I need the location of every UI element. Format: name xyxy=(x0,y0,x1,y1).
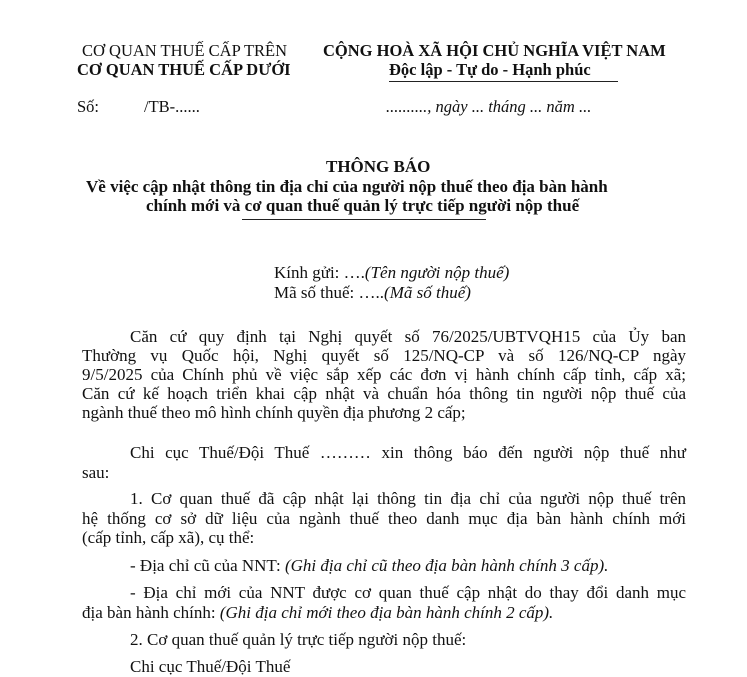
notice-line-1: Chi cục Thuế/Đội Thuế ……… xin thông báo đến người nộp thuế như xyxy=(130,443,686,462)
new-address-line-2 xyxy=(82,603,553,623)
new-address-note: (Ghi địa chỉ mới theo địa bàn hành chính 2 cấp). xyxy=(219,603,554,622)
old-address-note: (Ghi địa chỉ cũ theo địa bàn hành chính 3 cấp). xyxy=(284,556,609,575)
new-address-line-1: - Địa chỉ mới của NNT được cơ quan thuế cập nhật do thay đổi danh mục xyxy=(130,583,686,602)
item2-line: 2. Cơ quan thuế quản lý trực tiếp người nộp thuế: xyxy=(130,630,467,649)
motto-underline xyxy=(389,81,618,82)
title-underline xyxy=(242,219,486,220)
tax-code-label: Mã số thuế: ….. xyxy=(274,283,385,302)
basis-line-1: Căn cứ quy định tại Nghị quyết số 76/2025/UBTVQH15 của Ủy ban xyxy=(130,327,686,346)
date-line: .........., ngày ... tháng ... năm ... xyxy=(386,97,592,116)
basis-line-5: ngành thuế theo mô hình chính quyền địa phương 2 cấp; xyxy=(82,403,466,422)
country-name: CỘNG HOÀ XÃ HỘI CHỦ NGHĨA VIỆT NAM xyxy=(323,41,666,60)
recipient-label: Kính gửi: …. xyxy=(274,263,365,282)
new-address-label: địa bàn hành chính: xyxy=(82,603,220,622)
agency-upper: CƠ QUAN THUẾ CẤP TRÊN xyxy=(82,41,288,60)
tax-code-value: (Mã số thuế) xyxy=(384,283,471,302)
subject-line-1: Về việc cập nhật thông tin địa chỉ của người nộp thuế theo địa bàn hành xyxy=(86,177,608,196)
basis-line-3: 9/5/2025 của Chính phủ về việc sắp xếp các đơn vị hành chính cấp tỉnh, cấp xã; xyxy=(82,365,686,384)
old-address-line xyxy=(130,556,608,576)
notice-line-2: sau: xyxy=(82,463,110,482)
agency-lower: CƠ QUAN THUẾ CẤP DƯỚI xyxy=(77,60,291,79)
basis-line-4: Căn cứ kế hoạch triển khai cập nhật và chuẩn hóa thông tin người nộp thuế của xyxy=(82,384,686,403)
tax-code-line xyxy=(274,283,471,303)
document-heading: THÔNG BÁO xyxy=(326,157,431,176)
cutoff-line: Chi cục Thuế/Đội Thuế xyxy=(130,657,291,676)
item1-line-1: 1. Cơ quan thuế đã cập nhật lại thông tin địa chỉ của người nộp thuế trên xyxy=(130,489,686,508)
item1-line-3: (cấp tỉnh, cấp xã), cụ thể: xyxy=(82,528,255,547)
subject-line-2: chính mới và cơ quan thuế quản lý trực tiếp người nộp thuế xyxy=(146,196,580,215)
old-address-label: - Địa chỉ cũ của NNT: xyxy=(130,556,285,575)
recipient-line xyxy=(274,263,509,283)
document-number-value: /TB-...... xyxy=(144,97,200,116)
document-number-label: Số: xyxy=(77,97,100,116)
item1-line-2: hệ thống cơ sở dữ liệu của ngành thuế theo danh mục địa bàn hành chính mới xyxy=(82,509,686,528)
recipient-value: (Tên người nộp thuế) xyxy=(364,263,510,282)
motto: Độc lập - Tự do - Hạnh phúc xyxy=(389,60,591,79)
basis-line-2: Thường vụ Quốc hội, Nghị quyết số 125/NQ-CP và số 126/NQ-CP ngày xyxy=(82,346,686,365)
